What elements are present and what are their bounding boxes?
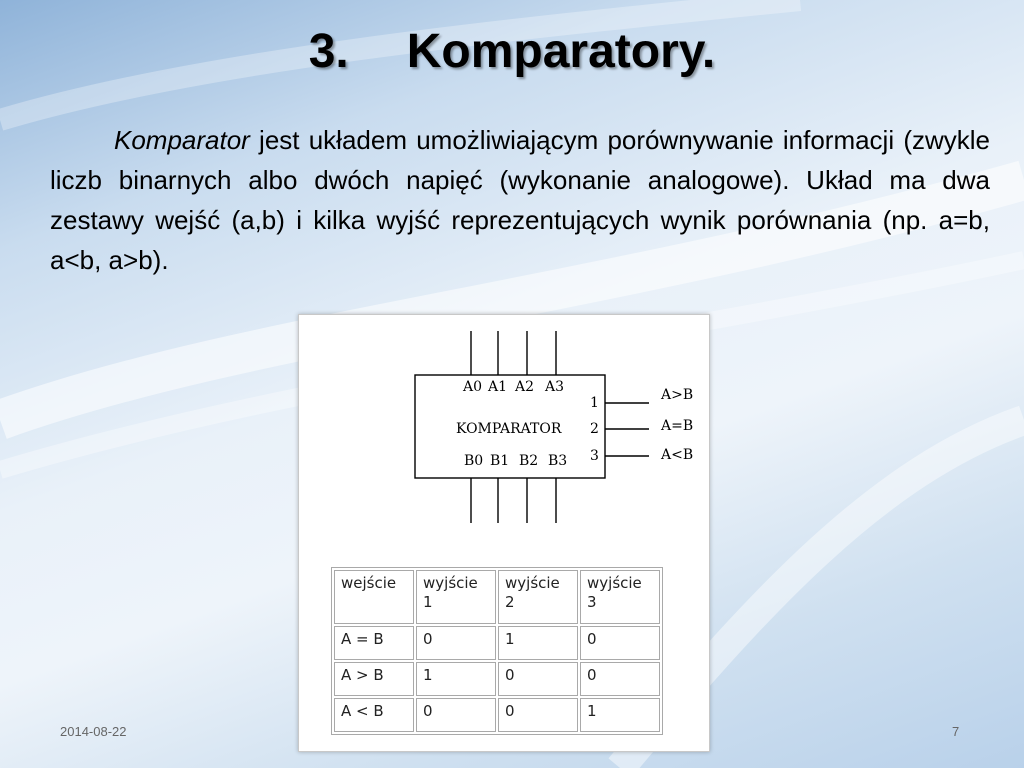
page-number: 7 xyxy=(952,724,960,739)
table-header-row xyxy=(334,570,660,624)
table-header-cell: wyjście 3 xyxy=(580,570,660,624)
output-label-eq: A=B xyxy=(661,418,694,434)
label-b3: B3 xyxy=(548,453,568,469)
pin-1: 1 xyxy=(590,395,599,411)
body-paragraph xyxy=(50,120,990,280)
table-cell: A > B xyxy=(334,662,414,696)
label-b1: B1 xyxy=(490,453,510,469)
title-text: Komparatory. xyxy=(406,25,716,78)
table-cell: 0 xyxy=(416,626,496,660)
pin-3: 3 xyxy=(590,448,599,464)
table-cell: 0 xyxy=(498,698,578,732)
output-label-lt: A<B xyxy=(661,447,694,463)
table-row xyxy=(334,662,660,696)
table-cell: 1 xyxy=(416,662,496,696)
table-cell: 0 xyxy=(580,626,660,660)
label-a0: A0 xyxy=(463,379,483,395)
comparator-figure xyxy=(298,314,710,752)
label-a3: A3 xyxy=(545,379,565,395)
table-cell: 1 xyxy=(498,626,578,660)
table-header-cell: wejście xyxy=(334,570,414,624)
footer-date: 2014-08-22 xyxy=(60,724,127,739)
table-cell: 0 xyxy=(498,662,578,696)
table-cell: 1 xyxy=(580,698,660,732)
table-header-cell: wyjście 2 xyxy=(498,570,578,624)
label-b2: B2 xyxy=(519,453,539,469)
table-row xyxy=(334,626,660,660)
slide-title xyxy=(0,24,1024,79)
table-header-cell: wyjście 1 xyxy=(416,570,496,624)
label-b0: B0 xyxy=(464,453,484,469)
label-a2: A2 xyxy=(515,379,535,395)
table-cell: 0 xyxy=(580,662,660,696)
italic-term: Komparator xyxy=(114,125,250,155)
block-label: KOMPARATOR xyxy=(456,421,562,437)
label-a1: A1 xyxy=(488,379,508,395)
truth-table xyxy=(331,567,663,735)
title-number: 3. xyxy=(308,25,349,78)
table-row xyxy=(334,698,660,732)
table-cell: A < B xyxy=(334,698,414,732)
pin-2: 2 xyxy=(590,421,599,437)
table-cell: 0 xyxy=(416,698,496,732)
table-cell: A = B xyxy=(334,626,414,660)
output-label-gt: A>B xyxy=(661,387,694,403)
paragraph-text: jest układem umożliwiającym porównywanie informacji (zwykle liczb binarnych albo dwóch napięć (wykonanie analogowe). Układ ma dwa zestawy wejść (a,b) i kilka wyjść reprezentujących wynik porównania (np. a=b, a<b, a>b). xyxy=(50,125,990,275)
